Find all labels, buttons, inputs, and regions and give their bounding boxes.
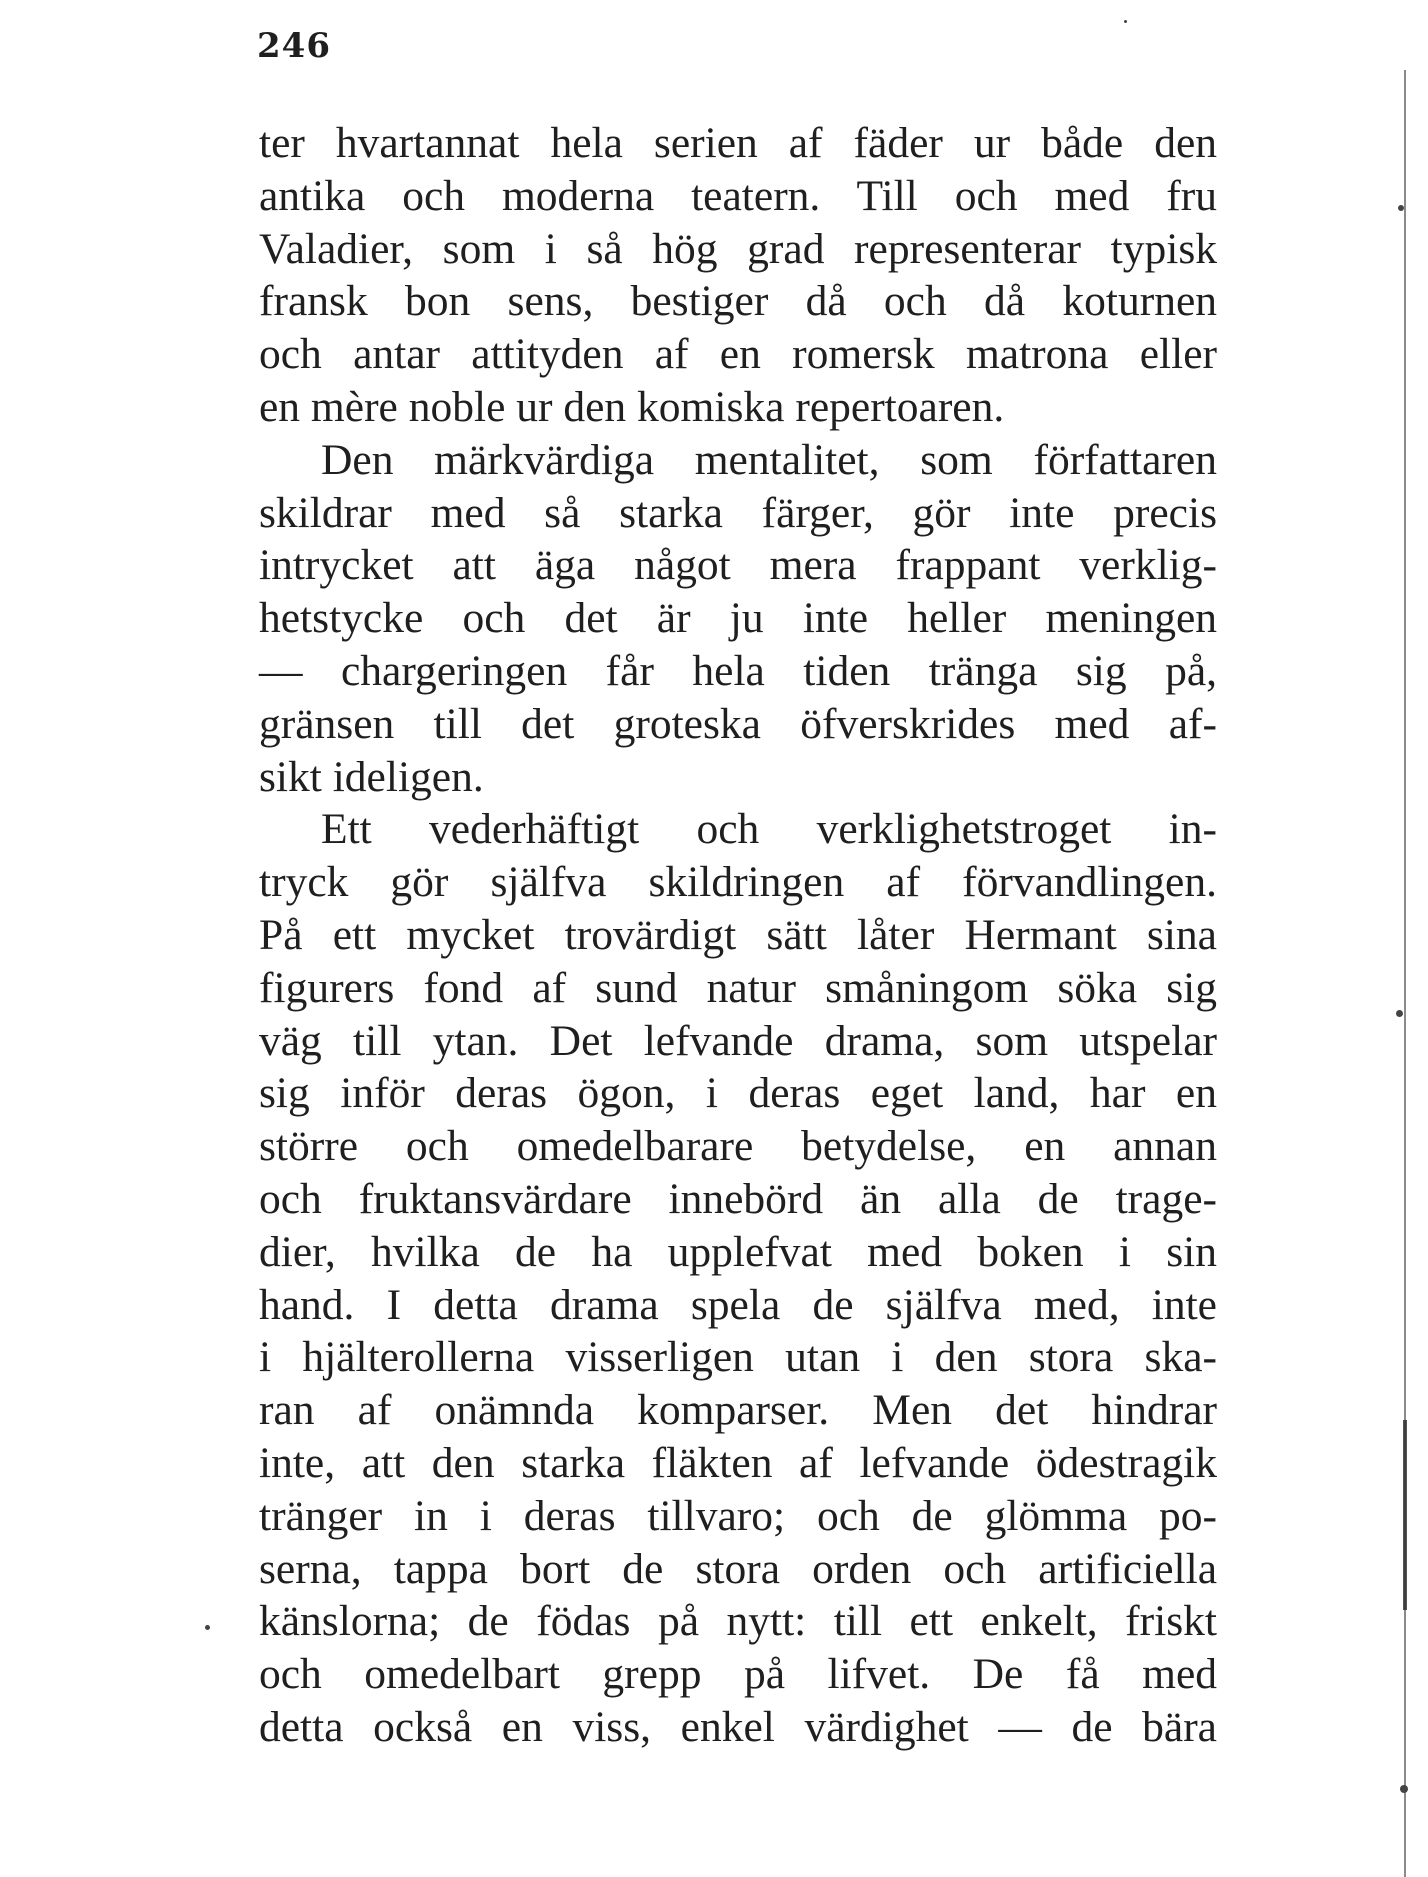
paragraph-1 [259,117,1217,434]
text-line: serna, tappa bort de stora orden och artificiella [259,1544,1217,1593]
text-line: tryck gör själfva skildringen af förvandlingen. [259,858,1217,907]
scan-speck [205,1625,210,1630]
text-line: fransk bon sens, bestiger då och då koturnen [259,277,1217,326]
text-line: På ett mycket trovärdigt sätt låter Hermant sina [259,910,1217,959]
scan-speck [1396,1010,1403,1017]
scan-speck [1398,205,1404,211]
text-line: antika och moderna teatern. Till och med fru [259,171,1217,220]
text-line: sikt ideligen. [259,752,484,801]
text-line: detta också en viss, enkel värdighet — de bära [259,1702,1217,1751]
paragraph-3 [259,803,1217,1753]
text-line: tränger in i deras tillvaro; och de glömma po- [259,1491,1217,1540]
text-line: större och omedelbarare betydelse, en annan [259,1122,1217,1171]
scan-speck [1400,1785,1408,1793]
text-line: Valadier, som i så hög grad representerar typisk [259,224,1217,273]
page-number: 246 [257,26,331,66]
text-line: i hjälterollerna visserligen utan i den stora ska- [259,1333,1217,1382]
text-line: en mère noble ur den komiska repertoaren. [259,382,1005,431]
text-line: och fruktansvärdare innebörd än alla de trage- [259,1174,1217,1223]
text-line: inte, att den starka fläkten af lefvande ödestragik [259,1438,1217,1487]
text-line: ran af onämnda komparser. Men det hindrar [259,1386,1217,1435]
text-line: och antar attityden af en romersk matrona eller [259,330,1217,379]
text-line: Ett vederhäftigt och verklighetstroget in- [321,805,1217,854]
paragraph-2 [259,434,1217,804]
text-line: skildrar med så starka färger, gör inte precis [259,488,1217,537]
text-line: hetstycke och det är ju inte heller meningen [259,594,1217,643]
text-line: hand. I detta drama spela de själfva med, inte [259,1280,1217,1329]
text-line: dier, hvilka de ha upplefvat med boken i sin [259,1227,1217,1276]
text-line: intrycket att äga något mera frappant verklig- [259,541,1217,590]
text-line: sig inför deras ögon, i deras eget land, har en [259,1069,1217,1118]
text-line: väg till ytan. Det lefvande drama, som utspelar [259,1016,1217,1065]
body-text [259,117,1217,1754]
scan-speck [1124,20,1127,23]
text-line: Den märkvärdiga mentalitet, som författaren [321,435,1217,484]
text-line: figurers fond af sund natur småningom söka sig [259,963,1217,1012]
text-line: ter hvartannat hela serien af fäder ur både den [259,119,1217,167]
text-line: och omedelbart grepp på lifvet. De få med [259,1650,1217,1699]
text-line: — chargeringen får hela tiden tränga sig på, [259,646,1217,695]
text-line: känslorna; de födas på nytt: till ett enkelt, friskt [259,1597,1217,1646]
scan-edge-mark [1403,1420,1407,1610]
text-line: gränsen till det groteska öfverskrides med af- [259,699,1217,748]
